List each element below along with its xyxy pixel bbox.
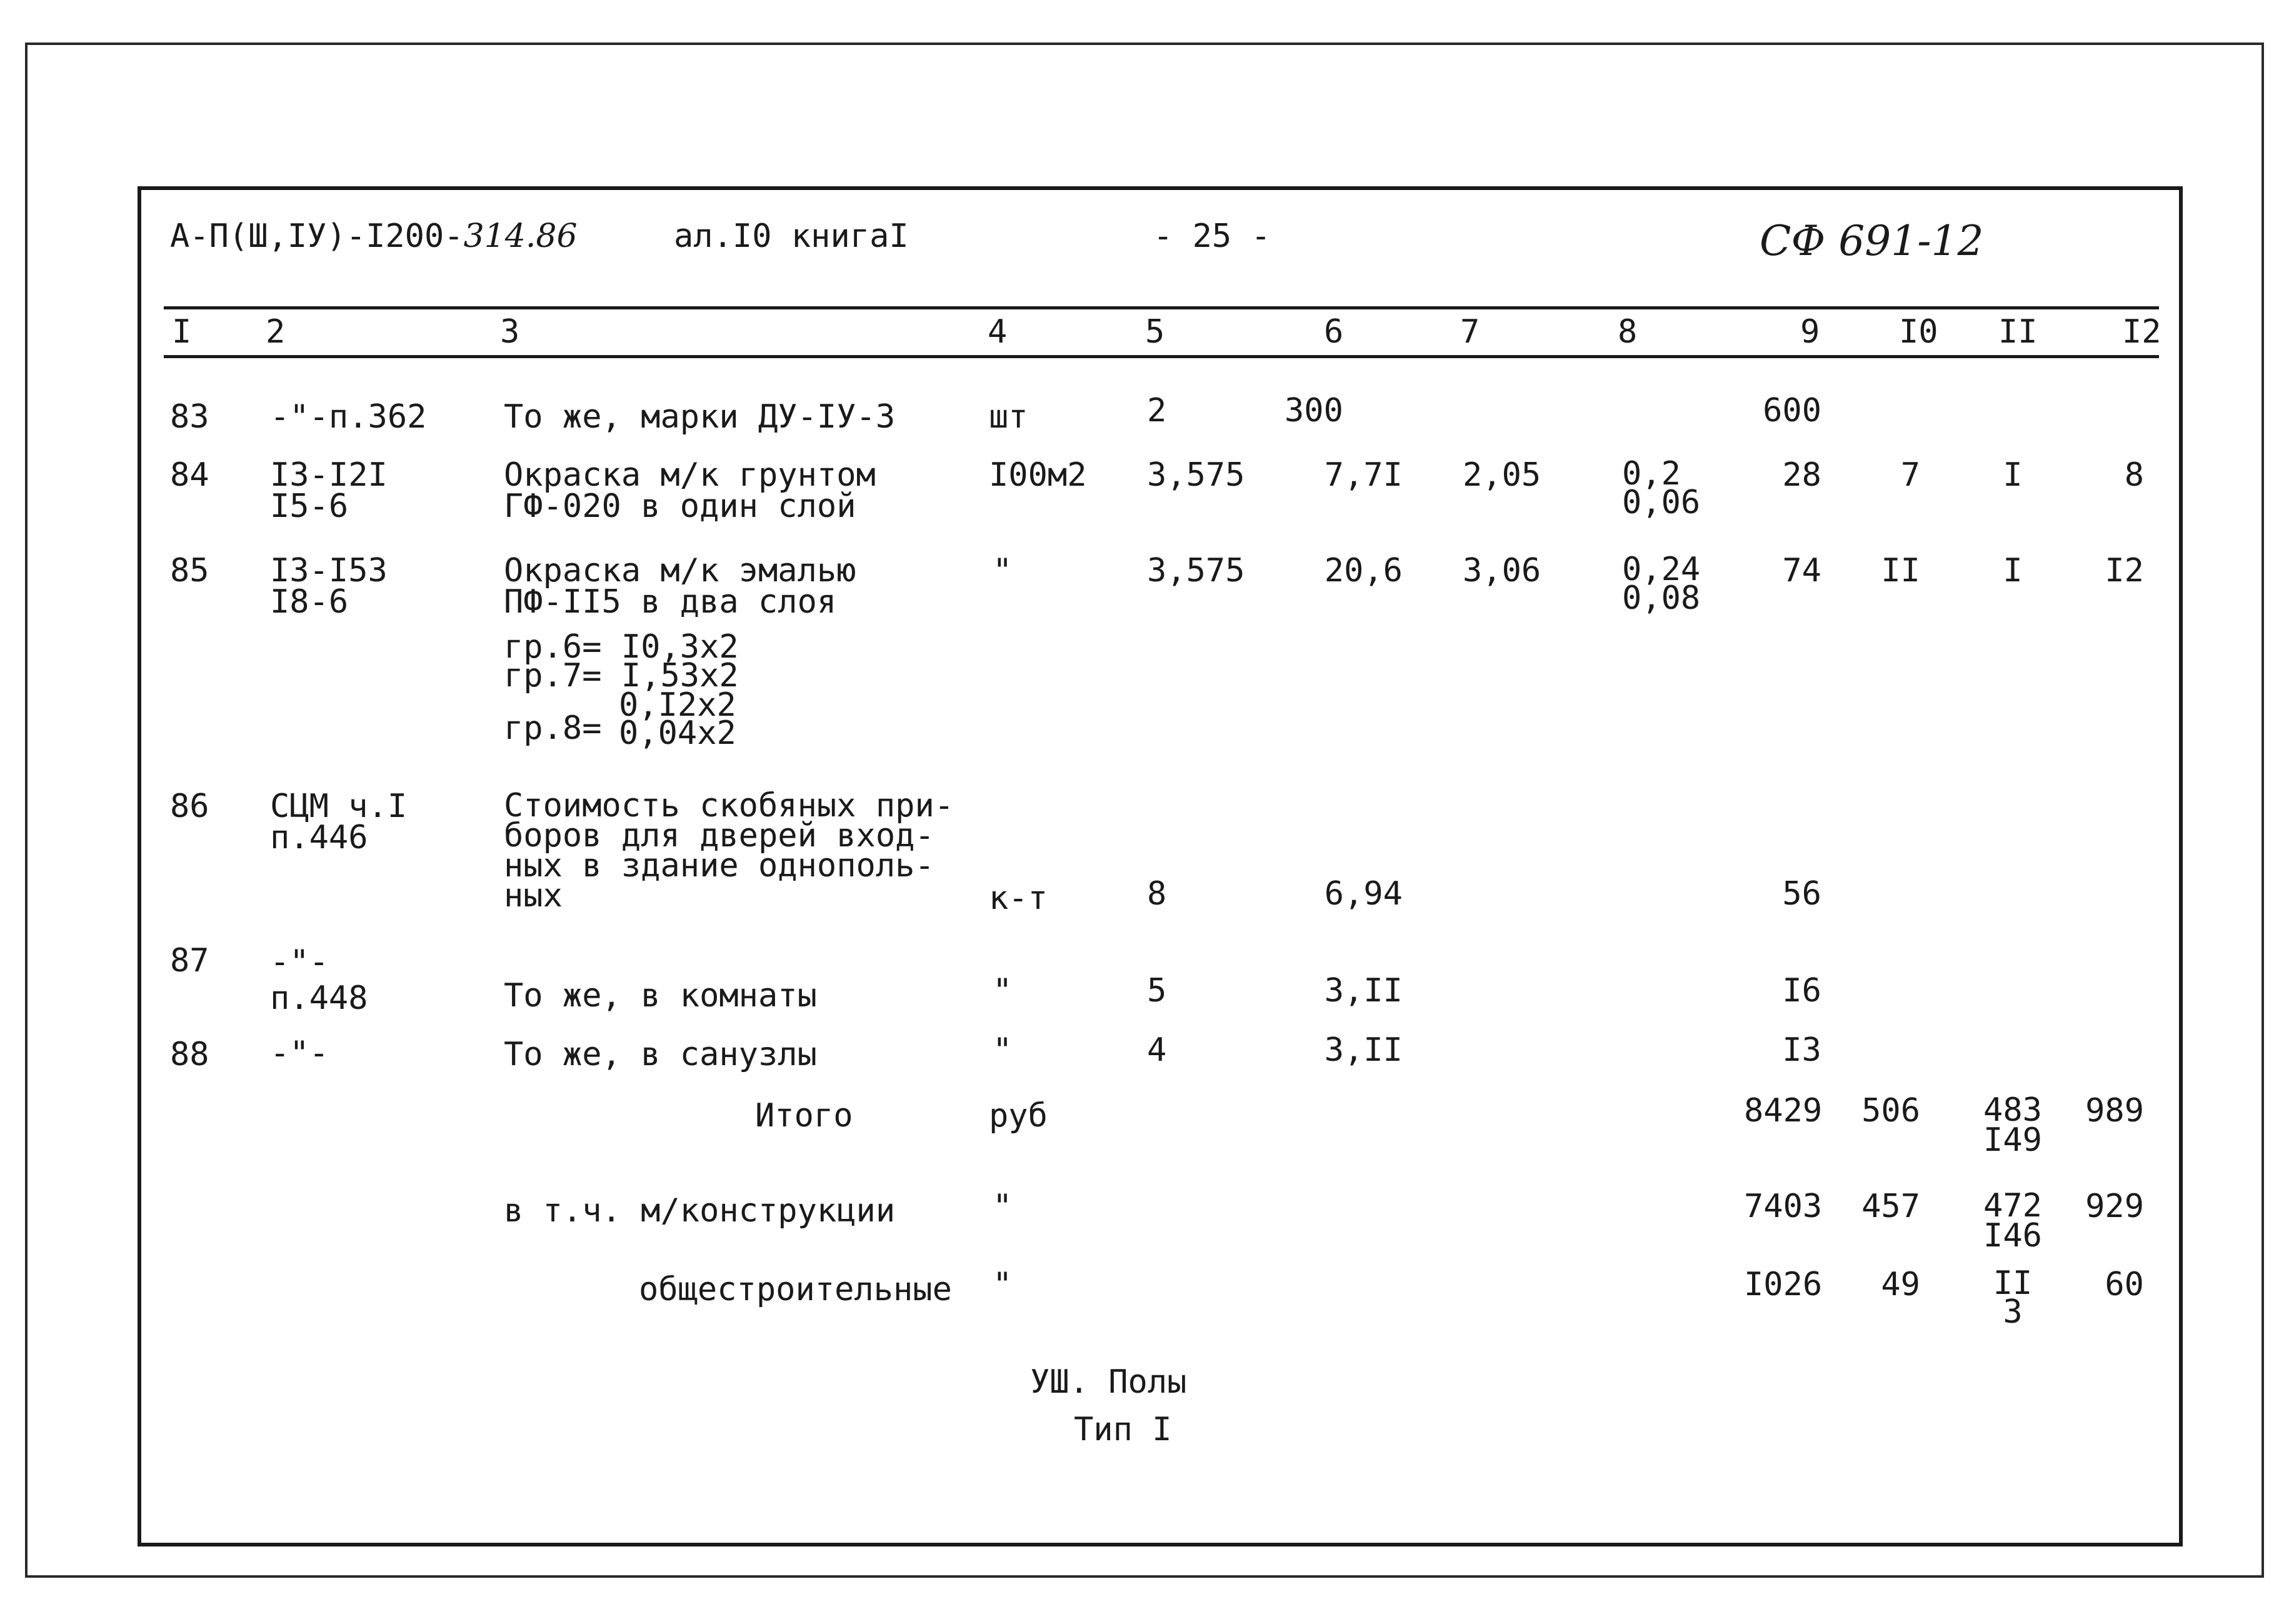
row-col6: 6,94 <box>1324 875 1403 913</box>
total-col9: 7403 <box>1744 1188 1823 1225</box>
row-description: То же, в санузлы <box>504 1036 817 1073</box>
col-head-1: I <box>172 313 192 351</box>
row-unit: I00м2 <box>989 456 1087 494</box>
row-col9: 600 <box>1763 392 1821 429</box>
row-col11: I <box>2003 456 2023 494</box>
total-label: Итого <box>755 1097 853 1135</box>
col-head-3: 3 <box>500 313 520 351</box>
row-number: 87 <box>170 942 209 980</box>
inner-frame <box>138 186 2183 1546</box>
col-head-7: 7 <box>1460 313 1480 351</box>
col-head-6: 6 <box>1324 313 1344 351</box>
row-col9: 74 <box>1782 552 1821 589</box>
row-description: Окраска м/к грунтом ГФ-020 в один слой <box>504 456 876 525</box>
stamp-number: СФ 691-12 <box>1760 217 1984 265</box>
section-title: УШ. Полы <box>1030 1363 1187 1401</box>
row-unit: к-т <box>989 880 1048 917</box>
row-reference: -"-п.362 <box>270 398 427 436</box>
total-col12: 989 <box>2085 1092 2144 1130</box>
row-unit: шт <box>989 398 1028 436</box>
row-col6: 300 <box>1285 392 1343 429</box>
doc-code <box>170 220 578 253</box>
formula-g7: гр.7= I,53х2 <box>504 657 739 694</box>
row-reference: -"- п.448 <box>270 943 368 1017</box>
row-col5: 3,575 <box>1147 456 1245 494</box>
row-description: То же, в комнаты <box>504 977 817 1015</box>
total-col10: 506 <box>1861 1092 1920 1130</box>
row-col12: 8 <box>2124 456 2144 494</box>
row-col9: 28 <box>1782 456 1821 494</box>
col-head-4: 4 <box>988 313 1008 351</box>
col-head-5: 5 <box>1145 313 1165 351</box>
section-subtitle: Тип I <box>1074 1411 1172 1448</box>
header-rule-bottom <box>164 355 2159 358</box>
row-reference: СЦМ ч.I п.446 <box>270 788 408 856</box>
row-col6: 3,II <box>1324 972 1403 1010</box>
total-col12: 60 <box>2105 1266 2144 1303</box>
row-col7: 3,06 <box>1463 552 1541 589</box>
total-label: общестроительные <box>639 1271 952 1308</box>
col-head-9: 9 <box>1800 313 1820 351</box>
formula-g6: гр.6= I0,3х2 <box>504 628 739 666</box>
row-unit: " <box>993 972 1013 1010</box>
row-number: 84 <box>170 456 209 494</box>
row-number: 86 <box>170 788 209 825</box>
row-col12: I2 <box>2105 552 2144 589</box>
row-description: То же, марки ДУ-IУ-3 <box>504 398 896 436</box>
album-label: ал.I0 книгаI <box>674 218 909 255</box>
doc-code-printed: А-П(Ш,IУ)-I200- <box>170 218 464 255</box>
total-unit: " <box>993 1266 1013 1303</box>
total-unit: " <box>993 1188 1013 1225</box>
total-col9: 8429 <box>1744 1092 1823 1130</box>
col-head-8: 8 <box>1618 313 1638 351</box>
row-col6: 20,6 <box>1324 552 1403 589</box>
total-col9: I026 <box>1744 1266 1823 1303</box>
doc-code-handwritten: 314.86 <box>463 218 578 255</box>
row-reference: I3-I2I I5-6 <box>270 456 388 525</box>
total-col11: 472 I46 <box>1983 1187 2042 1255</box>
formula-g8-b: 0,04х2 <box>619 714 736 752</box>
row-col10: II <box>1881 552 1920 589</box>
row-col5: 4 <box>1147 1031 1167 1069</box>
total-col10: 49 <box>1881 1266 1920 1303</box>
header-rule-top <box>164 306 2159 309</box>
row-reference: -"- <box>270 1035 329 1072</box>
total-col11: 483 I49 <box>1983 1091 2042 1159</box>
row-unit: " <box>993 552 1013 589</box>
row-number: 83 <box>170 398 209 436</box>
col-head-12: I2 <box>2122 313 2161 351</box>
row-unit: " <box>993 1031 1013 1069</box>
row-col6: 3,II <box>1324 1031 1403 1069</box>
row-description: Окраска м/к эмалью ПФ-II5 в два слоя <box>504 552 856 621</box>
row-col7: 2,05 <box>1463 456 1541 494</box>
formula-g8-label: гр.8= <box>504 709 602 747</box>
total-unit: руб <box>989 1097 1048 1135</box>
row-description: Стоимость скобяных при- боров для дверей вход- ных в здание однополь- ных <box>504 787 954 915</box>
row-col6: 7,7I <box>1324 456 1403 494</box>
row-col5: 8 <box>1147 875 1167 913</box>
row-col11: I <box>2003 552 2023 589</box>
row-number: 88 <box>170 1036 209 1073</box>
row-col9: I3 <box>1782 1031 1821 1069</box>
col-head-10: I0 <box>1899 313 1938 351</box>
row-reference: I3-I53 I8-6 <box>270 552 388 621</box>
total-col12: 929 <box>2085 1188 2144 1225</box>
total-col11: II 3 <box>1993 1265 2033 1331</box>
row-col8: 0,2 0,06 <box>1622 455 1701 521</box>
formula-g8-a: 0,I2х2 <box>619 686 736 724</box>
col-head-11: II <box>1998 313 2038 351</box>
total-label: в т.ч. м/конструкции <box>504 1192 896 1230</box>
row-col10: 7 <box>1900 456 1920 494</box>
page-number: - 25 - <box>1153 218 1271 255</box>
col-head-2: 2 <box>266 313 286 351</box>
row-col9: 56 <box>1782 875 1821 913</box>
total-col10: 457 <box>1861 1188 1920 1225</box>
row-number: 85 <box>170 552 209 589</box>
row-col5: 2 <box>1147 392 1167 429</box>
row-col5: 5 <box>1147 972 1167 1010</box>
row-col5: 3,575 <box>1147 552 1245 589</box>
row-col9: I6 <box>1782 972 1821 1010</box>
row-col8: 0,24 0,08 <box>1622 551 1701 617</box>
